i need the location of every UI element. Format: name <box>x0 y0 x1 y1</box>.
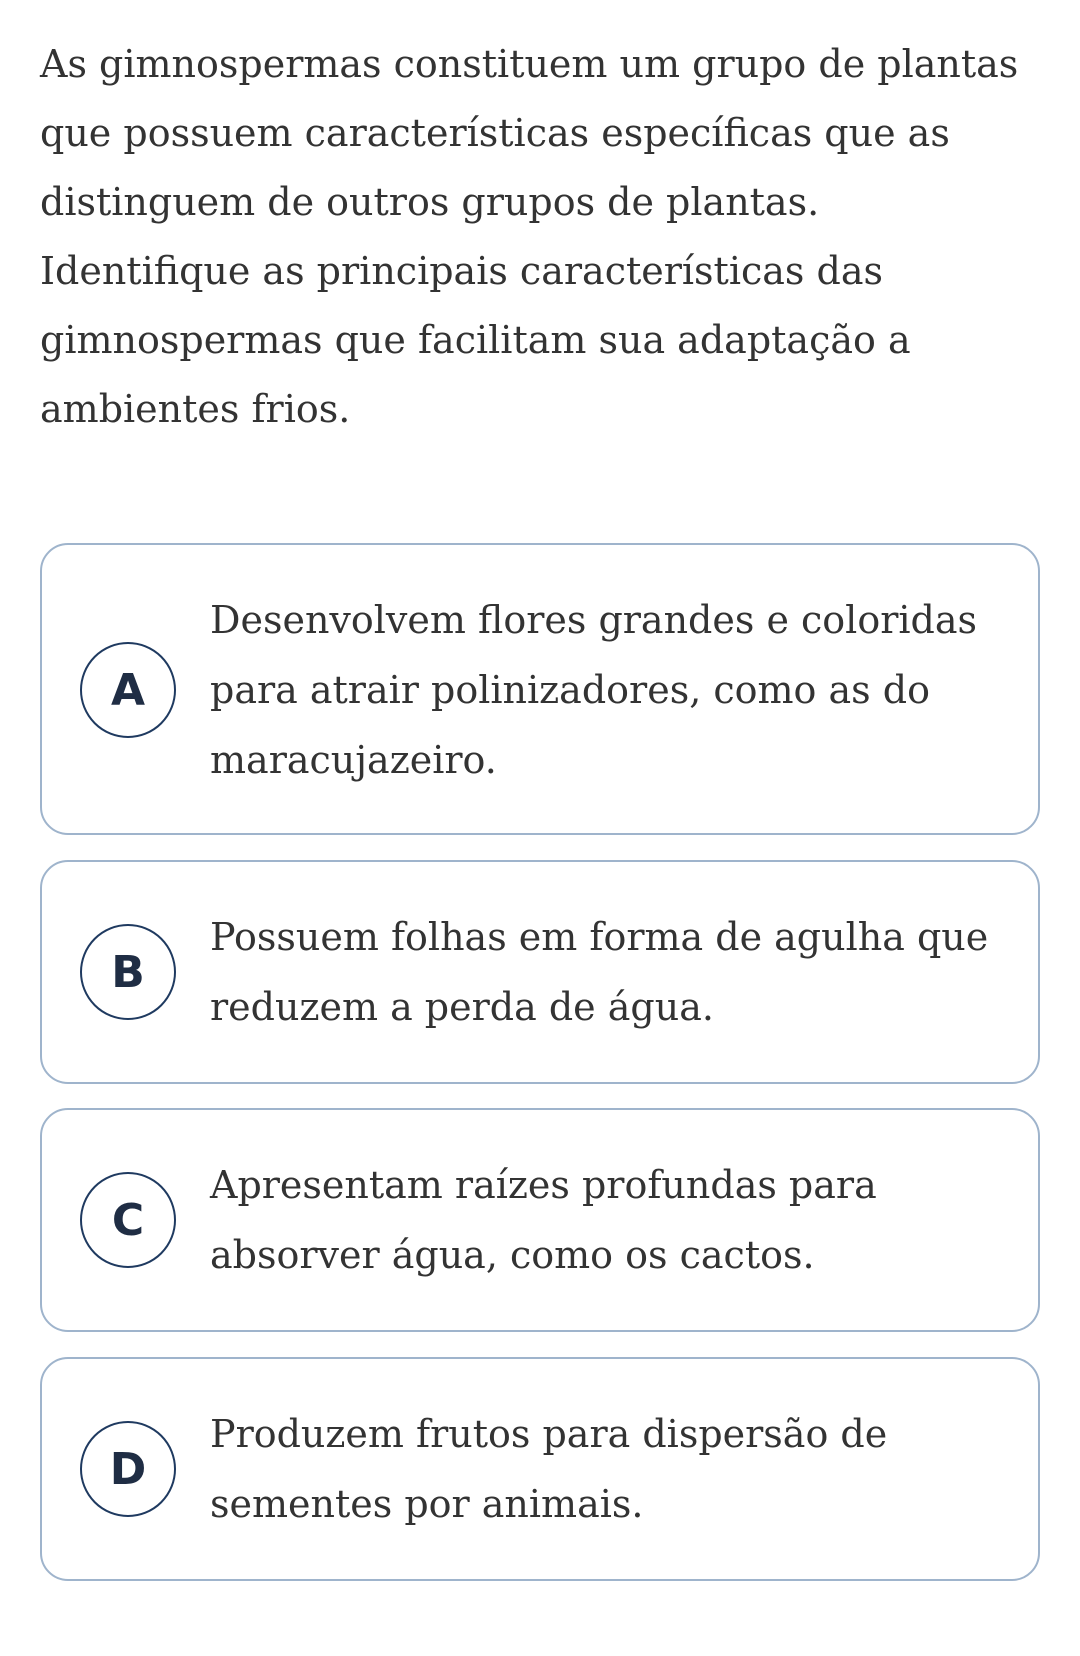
option-text-c: Apresentam raízes profundas para absorver água, como os cactos. <box>210 1163 877 1277</box>
option-letter-b: B <box>80 924 176 1020</box>
option-letter-c: C <box>80 1172 176 1268</box>
option-text-b: Possuem folhas em forma de agulha que reduzem a perda de água. <box>210 915 989 1029</box>
option-letter-d: D <box>80 1421 176 1517</box>
option-letter-a: A <box>80 642 176 738</box>
question-text: As gimnospermas constituem um grupo de plantas que possuem características específicas que as distinguem de outros grupos de plantas. Identifique as principais características das gimnospermas que facilitam sua adaptação a ambientes frios. <box>40 42 1019 431</box>
option-text-a: Desenvolvem flores grandes e coloridas para atrair polinizadores, como as do maracujazeiro. <box>210 598 978 782</box>
option-b[interactable] <box>40 860 1040 1084</box>
option-d[interactable] <box>40 1357 1040 1581</box>
option-c[interactable] <box>40 1108 1040 1332</box>
option-text-d: Produzem frutos para dispersão de sementes por animais. <box>210 1412 888 1526</box>
option-a[interactable] <box>40 543 1040 835</box>
